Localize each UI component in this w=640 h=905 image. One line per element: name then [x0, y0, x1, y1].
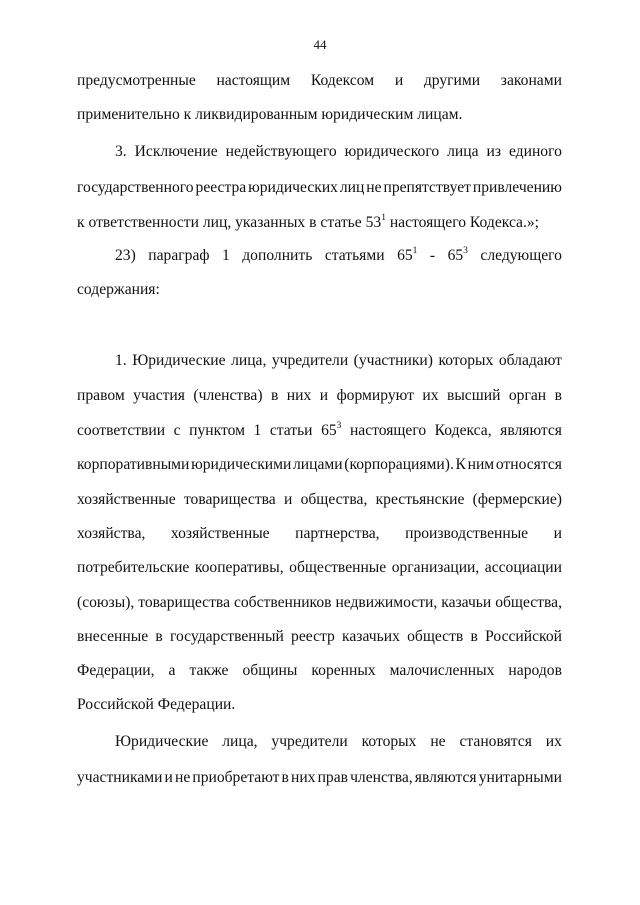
word: которых	[361, 733, 417, 750]
word: лиц	[339, 179, 365, 196]
word: казачьи	[441, 594, 492, 611]
word: параграф	[148, 247, 210, 264]
word: не	[430, 733, 446, 750]
word: из	[486, 143, 501, 160]
word: в	[270, 387, 279, 404]
word: внесенные	[77, 628, 149, 645]
word: общины	[242, 662, 298, 679]
word: государственный	[169, 628, 284, 645]
word: относятся	[495, 456, 562, 473]
word: не	[174, 769, 191, 786]
word: законами	[500, 72, 562, 89]
superscript: 1	[412, 246, 418, 256]
word: юридических	[248, 179, 338, 196]
word: лицами	[293, 456, 343, 473]
word: ним	[467, 456, 495, 473]
word: собственников	[233, 594, 332, 611]
p4-line1	[115, 351, 562, 371]
word: являются	[500, 422, 562, 439]
word: Кодексом	[310, 72, 375, 89]
page-number: 44	[313, 37, 327, 52]
word: также	[189, 662, 229, 679]
word: дополнить	[242, 247, 313, 264]
superscript: 1	[381, 213, 386, 223]
article-number: 65	[397, 247, 413, 264]
word: потребительские	[77, 559, 190, 576]
word: в	[155, 628, 163, 645]
word: правом	[77, 387, 125, 404]
p2-line3-text: к ответственности лиц, указанных в статье 53	[77, 214, 382, 231]
word: хозяйства,	[77, 525, 146, 542]
word: партнерства,	[295, 525, 380, 542]
word: орган	[508, 387, 547, 404]
word: формируют	[336, 387, 414, 404]
word: (фермерские)	[472, 491, 562, 508]
word: (членства)	[193, 387, 263, 404]
word: являются	[414, 769, 477, 786]
word: 1.	[115, 352, 127, 369]
article-ref	[321, 421, 341, 441]
word: и	[319, 387, 329, 404]
dash: -	[429, 247, 436, 264]
word: настоящим	[216, 72, 291, 89]
word: Федерации,	[77, 662, 155, 679]
word: хозяйственные	[77, 491, 176, 508]
word: а	[168, 662, 176, 679]
word: членства,	[350, 769, 413, 786]
word: в	[281, 769, 289, 786]
word: пунктом	[189, 422, 245, 439]
p4-line2	[77, 386, 562, 406]
word: соответствии	[77, 422, 166, 439]
word: 1	[253, 422, 262, 439]
word: следующего	[480, 247, 562, 264]
word: малочисленных	[389, 662, 495, 679]
superscript: 3	[463, 246, 468, 256]
word: в	[470, 628, 478, 645]
word: и	[283, 491, 293, 508]
word: их	[422, 387, 439, 404]
p2-line1	[115, 142, 562, 162]
word: Юридические	[132, 352, 226, 369]
article-ref-b	[448, 246, 468, 266]
p4-line11: Российской Федерации.	[77, 696, 236, 713]
word: препятствует	[383, 179, 471, 196]
word: (корпорациями).	[344, 456, 454, 473]
word: коренных	[311, 662, 376, 679]
word: общества,	[300, 491, 368, 508]
word: их	[545, 733, 562, 750]
article-number: 65	[447, 247, 464, 264]
p4-line9	[77, 627, 562, 647]
word: становятся	[459, 733, 532, 750]
word: и	[394, 72, 404, 89]
word: 23)	[115, 247, 136, 264]
word: 1	[221, 247, 230, 264]
word: которых	[438, 352, 494, 369]
word: реестр	[291, 628, 335, 645]
word: Юридические	[115, 733, 209, 750]
word: корпоративными	[77, 456, 190, 473]
word: другими	[423, 72, 481, 89]
word: обладают	[498, 352, 562, 369]
word: участия	[133, 387, 185, 404]
word: настоящего	[349, 422, 427, 439]
p4-line7	[77, 558, 562, 578]
word: (участники)	[353, 352, 433, 369]
article-ref-a	[397, 246, 417, 266]
word: не	[366, 179, 382, 196]
word: народов	[508, 662, 562, 679]
p2-line3-text-end: настоящего Кодекса.»;	[385, 214, 540, 231]
word: Кодекса,	[434, 422, 492, 439]
word: участниками	[77, 769, 163, 786]
p3-line1	[115, 246, 562, 266]
word: Исключение	[134, 143, 218, 160]
word: учредители	[271, 733, 348, 750]
word: хозяйственные	[170, 525, 270, 542]
word: товарищества	[138, 594, 230, 611]
word: унитарными	[478, 769, 562, 786]
p1-line1	[77, 71, 562, 91]
word: обществ	[407, 628, 464, 645]
word: юридическими	[191, 456, 292, 473]
word: недвижимости,	[335, 594, 438, 611]
p4-line4	[77, 455, 562, 475]
word: казачьих	[342, 628, 400, 645]
word: крестьянские	[375, 491, 465, 508]
word: и	[164, 769, 173, 786]
word: К	[455, 456, 466, 473]
word: лица,	[222, 733, 258, 750]
p4-line3	[77, 421, 562, 441]
word: статьи	[269, 422, 313, 439]
word: производственные	[405, 525, 529, 542]
word: реестра	[195, 179, 247, 196]
p2-line3	[77, 213, 562, 233]
word: них	[291, 769, 316, 786]
p1-line2: применительно к ликвидированным юридическим лицам.	[77, 106, 463, 123]
p5-line2	[77, 768, 562, 788]
p5-line1	[115, 732, 562, 752]
word: кооперативы,	[194, 559, 284, 576]
word: недействующего	[225, 143, 337, 160]
p3-line2: содержания:	[77, 281, 160, 298]
word: с	[173, 422, 181, 439]
p2-line2	[77, 178, 562, 198]
p4-line8	[77, 593, 562, 613]
word: и	[553, 525, 562, 542]
word: общественные	[289, 559, 387, 576]
article-number: 65	[321, 422, 337, 439]
word: 3.	[115, 143, 127, 160]
word: прав	[317, 769, 349, 786]
word: юридического	[344, 143, 440, 160]
word: Российской	[485, 628, 562, 645]
word: (союзы),	[77, 594, 135, 611]
word: лица,	[231, 352, 267, 369]
word: государственного	[77, 179, 194, 196]
word: единого	[508, 143, 562, 160]
p4-line6	[77, 524, 562, 544]
word: учредители	[271, 352, 349, 369]
p4-line5	[77, 490, 562, 510]
word: лица	[447, 143, 479, 160]
word: них	[286, 387, 312, 404]
superscript: 3	[336, 421, 342, 431]
word: высший	[446, 387, 501, 404]
word: статьями	[324, 247, 385, 264]
word: организации,	[391, 559, 480, 576]
word: приобретают	[192, 769, 280, 786]
word: в	[554, 387, 562, 404]
word: ассоциации	[484, 559, 562, 576]
p4-line10	[77, 661, 562, 681]
word: привлечению	[472, 179, 562, 196]
word: предусмотренные	[77, 72, 196, 89]
word: товарищества	[183, 491, 276, 508]
word: общества,	[495, 594, 562, 611]
